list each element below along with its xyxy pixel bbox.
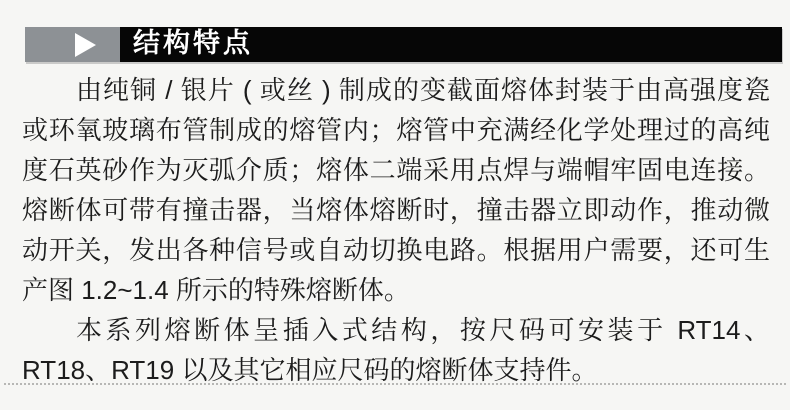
section-title-bar	[120, 27, 782, 62]
text-line: RT18、RT19 以及其它相应尺码的熔断体支持件。	[22, 355, 598, 385]
text-line: 熔断体可带有撞击器，当熔体熔断时，撞击器立即动作，推动微	[22, 195, 770, 225]
section-title: 结构特点	[133, 28, 253, 58]
text-line: 产图 1.2~1.4 所示的特殊熔断体。	[22, 275, 410, 305]
section-header	[25, 27, 782, 62]
text-line: 度石英砂作为灭弧介质；熔体二端采用点焊与端帽牢固电连接。	[22, 155, 770, 185]
right-triangle-icon	[75, 33, 96, 57]
text-line: 由纯铜 / 银片 ( 或丝 ) 制成的变截面熔体封装于由高强度瓷	[76, 75, 770, 105]
body-text-block	[22, 70, 770, 390]
dotted-divider	[4, 383, 786, 385]
text-line: 本系列熔断体呈插入式结构，按尺码可安装于 RT14、	[76, 315, 770, 345]
text-line: 或环氧玻璃布管制成的熔管内；熔管中充满经化学处理过的高纯	[22, 115, 770, 145]
text-line: 动开关，发出各种信号或自动切换电路。根据用户需要，还可生	[22, 235, 770, 265]
header-arrow-box	[25, 27, 120, 62]
